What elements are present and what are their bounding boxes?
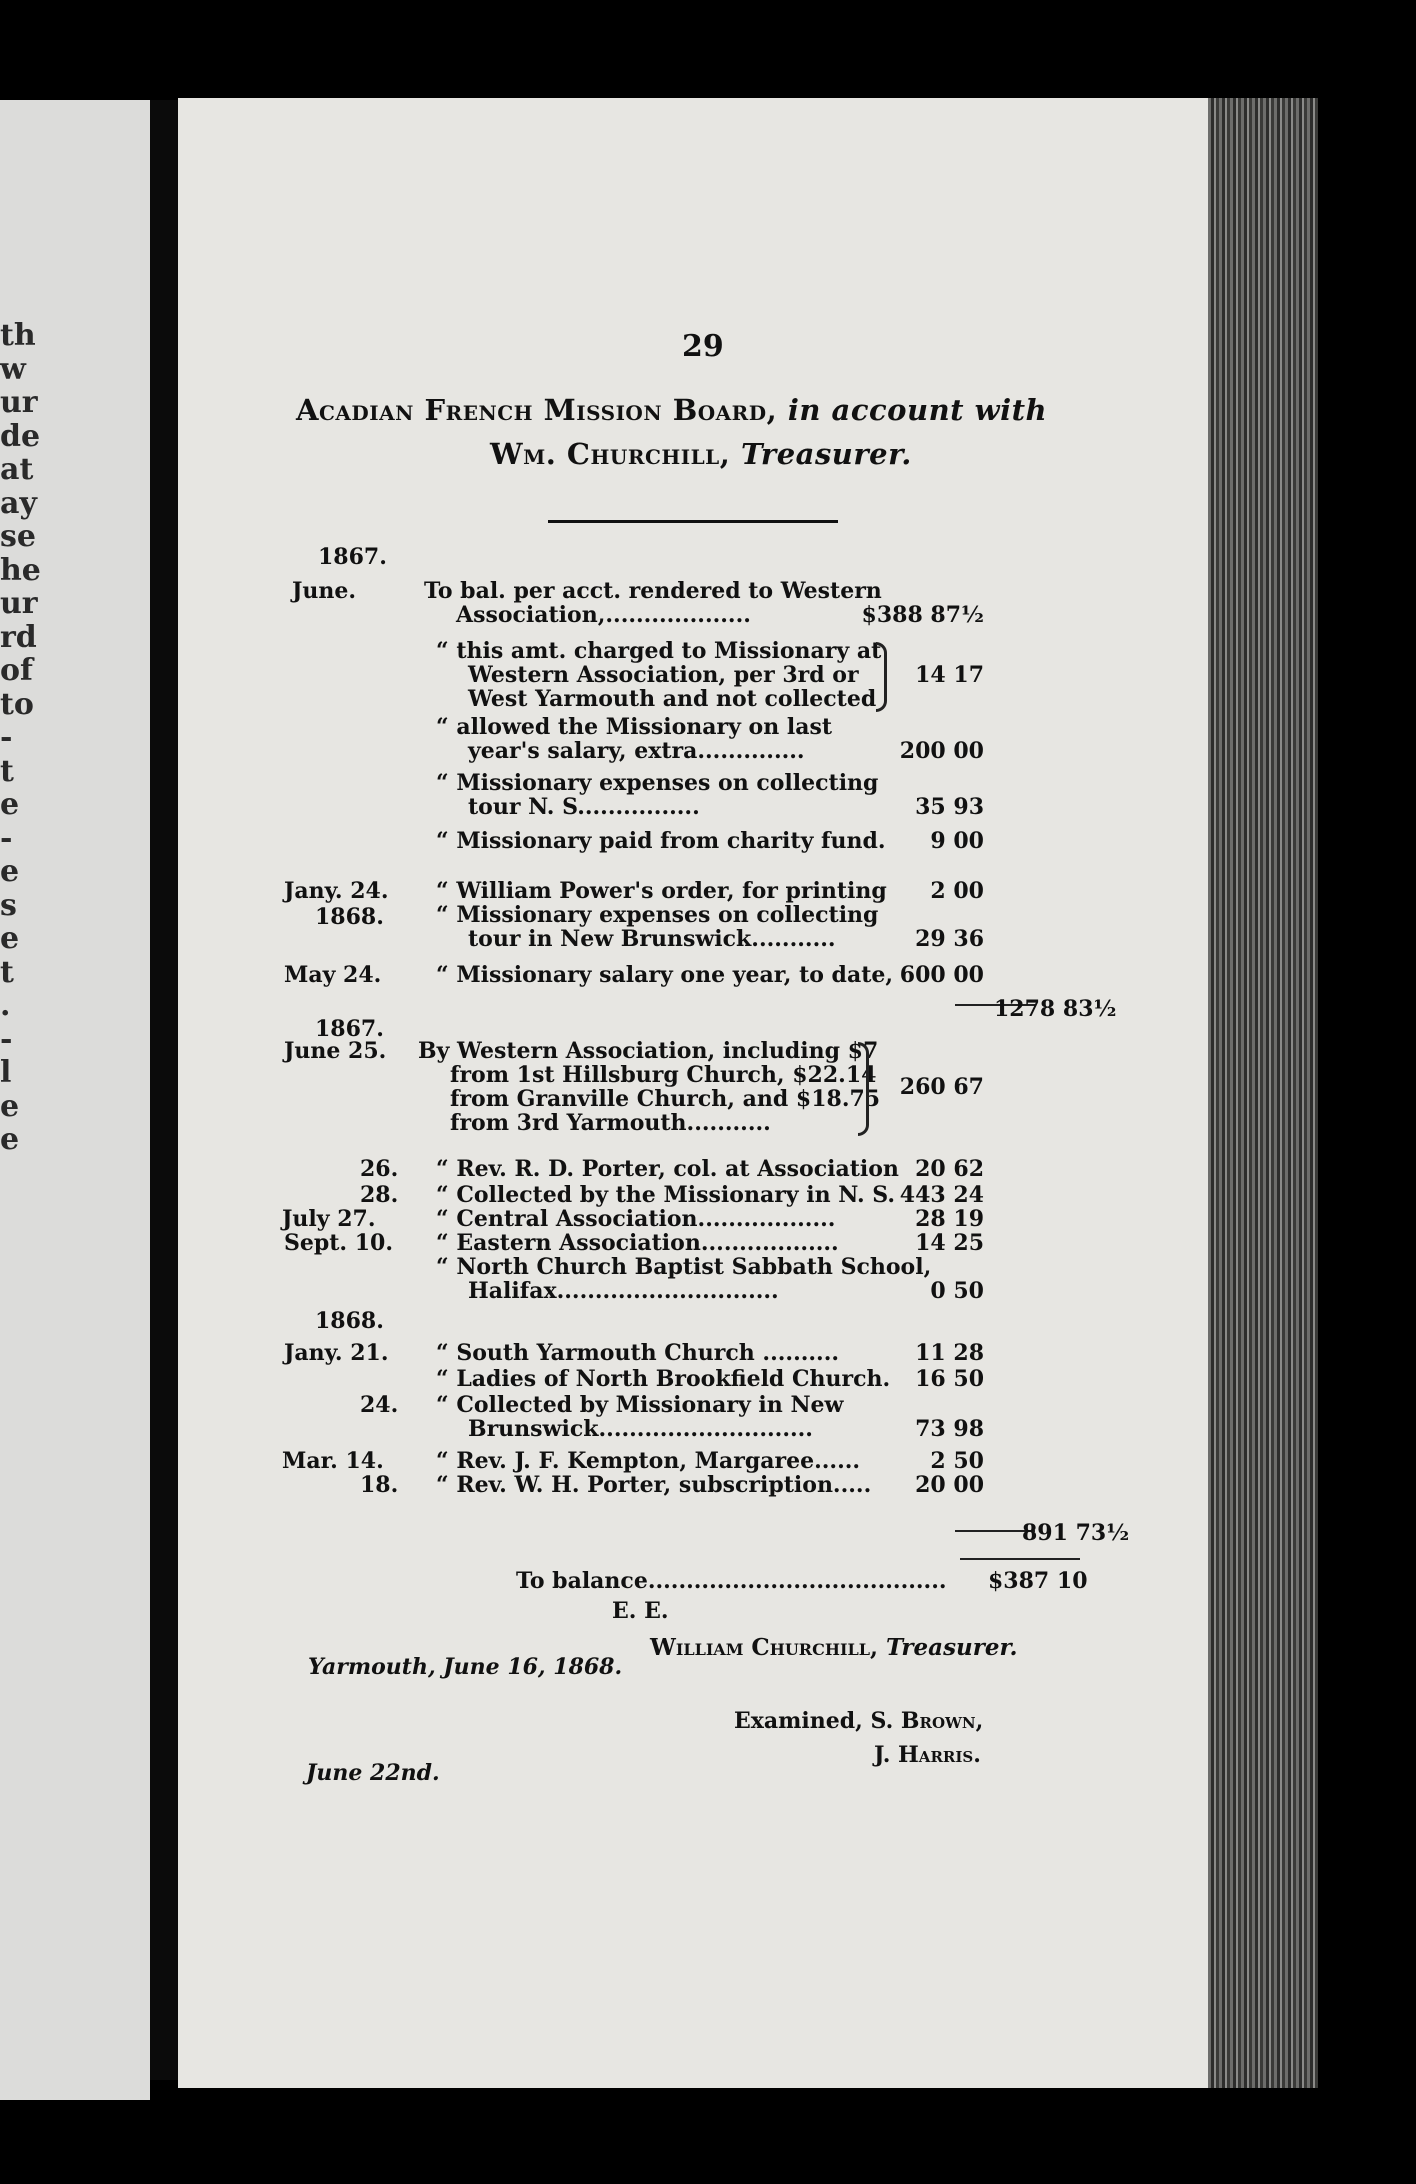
left-page-fragment: rd <box>0 619 37 655</box>
examined-label: Examined, <box>734 1708 863 1734</box>
debit-year-1868: 1868. <box>315 904 384 930</box>
credit-date: July 27. <box>282 1206 376 1232</box>
signature-name: William Churchill, <box>650 1634 878 1661</box>
left-page-fragment: s <box>0 887 17 923</box>
left-page-fragment: - <box>0 1021 13 1057</box>
credit-description-line: “ North Church Baptist Sabbath School, <box>436 1254 932 1280</box>
left-page-fragment: e <box>0 854 20 889</box>
debit-date: Jany. 24. <box>284 878 389 904</box>
debit-description-line: “ this amt. charged to Missionary at <box>436 638 882 664</box>
credit-description-line: from 3rd Yarmouth........... <box>450 1110 771 1136</box>
credit-amount: 28 19 <box>915 1206 984 1232</box>
credit-date: Mar. 14. <box>282 1448 384 1474</box>
debit-amount: $388 87½ <box>861 602 984 628</box>
signature-title: Treasurer. <box>885 1634 1018 1661</box>
credit-description-line: “ Collected by Missionary in New <box>436 1392 844 1418</box>
examiner-1: S. Brown, <box>870 1708 984 1734</box>
credit-amount: 443 24 <box>899 1182 984 1208</box>
credit-amount: 16 50 <box>915 1366 984 1392</box>
credit-amount: 20 00 <box>915 1472 984 1498</box>
debit-description-line: tour in New Brunswick........... <box>468 926 836 952</box>
debit-amount: 9 00 <box>930 828 984 854</box>
credit-description-line: “ Ladies of North Brookfield Church. <box>436 1366 891 1392</box>
credit-description-line: Brunswick............................ <box>468 1416 813 1442</box>
debit-description-line: tour N. S................ <box>468 794 700 820</box>
left-page-fragment: t <box>0 954 14 990</box>
left-page-fragment: to <box>0 686 34 722</box>
heading-account: in account with <box>787 393 1048 427</box>
credit-description-line: “ Rev. R. D. Porter, col. at Association <box>436 1156 899 1182</box>
debit-amount: 200 00 <box>899 738 984 764</box>
left-page-fragment: e <box>0 1122 20 1157</box>
credit-description-line: Halifax............................. <box>468 1278 779 1304</box>
left-page-fragment: - <box>0 720 13 755</box>
credit-amount: 0 50 <box>930 1278 984 1304</box>
left-page-fragment: e <box>0 787 20 822</box>
left-page-fragment: w <box>0 351 26 387</box>
debit-amount: 14 17 <box>915 662 984 688</box>
credit-amount: 20 62 <box>915 1156 984 1182</box>
left-page-fragment: ur <box>0 385 38 420</box>
heading-treasurer-name: Wm. Churchill, <box>490 437 731 471</box>
examiner-2: J. Harris. <box>874 1742 981 1768</box>
left-page-fragment: de <box>0 418 41 454</box>
credit-amount: 73 98 <box>915 1416 984 1442</box>
credit-brace <box>858 1042 869 1136</box>
left-page-fragment: e <box>0 1088 20 1124</box>
exam-date: June 22nd. <box>306 1760 440 1786</box>
debit-amount: 35 93 <box>915 794 984 820</box>
debit-description-line: “ William Power's order, for printing <box>436 878 887 904</box>
place-date: Yarmouth, June 16, 1868. <box>308 1654 623 1680</box>
left-page-fragment: of <box>0 653 33 688</box>
credit-description-line: “ Rev. J. F. Kempton, Margaree...... <box>436 1448 861 1474</box>
ee-mark: E. E. <box>612 1598 669 1624</box>
credit-description-line: “ Collected by the Missionary in N. S. <box>436 1182 896 1208</box>
debit-amount: 600 00 <box>899 962 984 988</box>
left-page-fragment: ur <box>0 586 38 621</box>
credit-date: 18. <box>360 1472 399 1498</box>
debit-amount: 29 36 <box>915 926 984 952</box>
left-page-fragment: e <box>0 921 20 956</box>
debit-description-line: year's salary, extra.............. <box>468 738 805 764</box>
left-page-fragment: th <box>0 318 36 353</box>
credit-amount: 2 50 <box>930 1448 984 1474</box>
left-page-fragment: . <box>0 988 11 1023</box>
debit-description-line: “ Missionary expenses on collecting <box>436 770 879 796</box>
page-edges <box>1208 98 1318 2088</box>
examined-line <box>734 1710 983 1732</box>
debit-year-1867: 1867. <box>318 544 387 570</box>
credit-date: 24. <box>360 1392 399 1418</box>
debit-total: 1278 83½ <box>994 996 1117 1022</box>
credit-amount: 11 28 <box>915 1340 984 1366</box>
credit-amount: 14 25 <box>915 1230 984 1256</box>
treasurer-signature <box>650 1636 1018 1659</box>
balance-rule <box>960 1558 1080 1560</box>
page-gutter <box>150 100 178 2080</box>
left-page-fragment: l <box>0 1055 12 1090</box>
heading-rule <box>548 520 838 523</box>
left-page-fragment: at <box>0 452 34 487</box>
debit-description-line: “ Missionary paid from charity fund. <box>436 828 886 854</box>
debit-date: June. <box>292 578 357 604</box>
balance-amount: $387 10 <box>988 1568 1088 1594</box>
heading-line-1 <box>296 393 1048 427</box>
heading-line-2 <box>490 437 912 471</box>
credit-total: 891 73½ <box>1022 1520 1130 1546</box>
left-page-fragment: he <box>0 552 41 588</box>
heading-treasurer-title: Treasurer. <box>740 437 912 471</box>
credit-year-1868: 1868. <box>315 1308 384 1334</box>
debit-description-line: Association,................... <box>456 602 751 628</box>
credit-description-line: By Western Association, including $7 <box>418 1038 879 1064</box>
credit-description-line: “ Eastern Association.................. <box>436 1230 839 1256</box>
credit-date: Jany. 21. <box>284 1340 389 1366</box>
debit-description-line: “ Missionary salary one year, to date, <box>436 962 894 988</box>
debit-amount: 2 00 <box>930 878 984 904</box>
debit-description-line: “ Missionary expenses on collecting <box>436 902 879 928</box>
credit-description-line: “ Central Association.................. <box>436 1206 836 1232</box>
credit-description-line: from Granville Church, and $18.75 <box>450 1086 881 1112</box>
page-number: 29 <box>682 329 724 364</box>
credit-date: June 25. <box>284 1038 387 1064</box>
left-page-fragment: - <box>0 820 13 856</box>
credit-year-1867: 1867. <box>315 1016 384 1042</box>
balance-label: To balance....................................... <box>516 1568 947 1594</box>
credit-date: 28. <box>360 1182 399 1208</box>
credit-amount: 260 67 <box>899 1074 984 1100</box>
left-facing-page <box>0 100 150 2100</box>
left-page-fragment: se <box>0 519 36 554</box>
debit-description-line: “ allowed the Missionary on last <box>436 714 833 740</box>
credit-date: 26. <box>360 1156 399 1182</box>
debit-brace <box>876 642 887 712</box>
heading-board: Acadian French Mission Board, <box>296 393 778 427</box>
debit-description-line: West Yarmouth and not collected <box>468 686 877 712</box>
credit-description-line: “ South Yarmouth Church .......... <box>436 1340 840 1366</box>
debit-date: May 24. <box>284 962 382 988</box>
left-page-fragment: ay <box>0 485 37 521</box>
credit-date: Sept. 10. <box>284 1230 394 1256</box>
debit-description-line: To bal. per acct. rendered to Western <box>424 578 882 604</box>
left-page-fragment: t <box>0 753 14 789</box>
credit-description-line: from 1st Hillsburg Church, $22.14 <box>450 1062 877 1088</box>
credit-description-line: “ Rev. W. H. Porter, subscription..... <box>436 1472 872 1498</box>
debit-description-line: Western Association, per 3rd or <box>468 662 859 688</box>
